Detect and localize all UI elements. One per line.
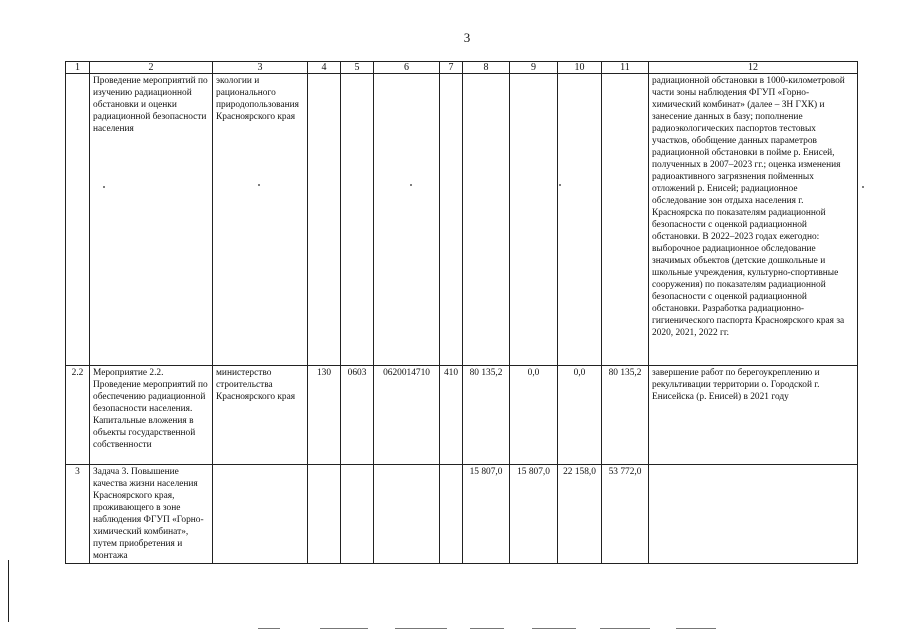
amount-cell: 15 807,0 (510, 465, 558, 564)
table-row (66, 74, 858, 366)
activity-name-cell: Мероприятие 2.2. Проведение мероприятий по обеспечению радиационной безопасности населения. Капитальные вложения в объекты государственной собственности (90, 366, 213, 465)
row-number-cell: 3 (66, 465, 90, 564)
scan-speck (862, 186, 864, 188)
scan-edge-line (600, 628, 650, 629)
total-cell (602, 74, 649, 366)
expense-type-cell (440, 74, 463, 366)
header-cell: 9 (510, 62, 558, 74)
total-cell: 53 772,0 (602, 465, 649, 564)
section-code-cell: 0603 (341, 366, 374, 465)
header-cell: 12 (649, 62, 858, 74)
row-number-cell: 2.2 (66, 366, 90, 465)
amount-cell: 22 158,0 (558, 465, 602, 564)
header-cell: 6 (374, 62, 440, 74)
table-row (66, 366, 858, 465)
activity-name-cell: Проведение мероприятий по изучению радиационной обстановки и оценки радиационной безопасности населения (90, 74, 213, 366)
grbs-code-cell (308, 465, 341, 564)
page-number: 3 (463, 30, 471, 45)
amount-cell (558, 74, 602, 366)
executor-cell: министерство строительства Красноярского края (213, 366, 308, 465)
scan-speck (258, 184, 260, 186)
expected-result-cell (649, 465, 858, 564)
scan-speck (103, 186, 105, 188)
scan-edge-line (470, 628, 504, 629)
scan-speck (559, 184, 561, 186)
amount-cell: 0,0 (558, 366, 602, 465)
executor-cell (213, 465, 308, 564)
amount-cell (510, 74, 558, 366)
header-cell: 4 (308, 62, 341, 74)
header-cell: 8 (463, 62, 510, 74)
scan-edge-line (8, 560, 9, 622)
section-code-cell (341, 465, 374, 564)
amount-cell: 0,0 (510, 366, 558, 465)
table-row (66, 465, 858, 564)
header-cell: 5 (341, 62, 374, 74)
target-article-cell: 0620014710 (374, 366, 440, 465)
amount-cell (463, 74, 510, 366)
target-article-cell (374, 74, 440, 366)
scan-edge-line (532, 628, 576, 629)
executor-cell: экологии и рационального природопользования Красноярского края (213, 74, 308, 366)
header-cell: 2 (90, 62, 213, 74)
amount-cell: 15 807,0 (463, 465, 510, 564)
header-cell: 3 (213, 62, 308, 74)
header-cell: 11 (602, 62, 649, 74)
grbs-code-cell: 130 (308, 366, 341, 465)
header-cell: 1 (66, 62, 90, 74)
expected-result-cell: завершение работ по берегоукреплению и рекультивации территории о. Городской г. Енисейска (р. Енисей) в 2021 году (649, 366, 858, 465)
expense-type-cell: 410 (440, 366, 463, 465)
budget-table (65, 61, 858, 564)
amount-cell: 80 135,2 (463, 366, 510, 465)
header-cell: 7 (440, 62, 463, 74)
expense-type-cell (440, 465, 463, 564)
scan-edge-line (320, 628, 368, 629)
expected-result-cell: радиационной обстановки в 1000-километровой части зоны наблюдения ФГУП «Горно-химический комбинат» (далее – ЗН ГХК) и занесение данных в базу; пополнение радиоэкологических паспортов тестовых участков, обобщение данных параметров радиационной обстановки в пойме р. Енисей, полученных в 2007–2023 гг.; оценка изменения радиоактивного загрязнения пойменных отложений р. Енисей; радиационное обследование зон отдыха населения г. Красноярска по показателям радиационной безопасности с оценкой радиационной обстановки. В 2022–2023 годах ежегодно: выборочное радиационное обследование значимых объектов (детские дошкольные и школьные учреждения, культурно-спортивные сооружения) по показателям радиационной безопасности с оценкой радиационной обстановки. Разработка радиационно-гигиенического паспорта Красноярского края за 2020, 2021, 2022 гг. (649, 74, 858, 366)
scan-edge-line (395, 628, 447, 629)
scan-edge-line (676, 628, 716, 629)
activity-name-cell: Задача 3. Повышение качества жизни населения Красноярского края, проживающего в зоне наблюдения ФГУП «Горно-химический комбинат», путем приобретения и монтажа (90, 465, 213, 564)
target-article-cell (374, 465, 440, 564)
section-code-cell (341, 74, 374, 366)
header-row (66, 62, 858, 74)
grbs-code-cell (308, 74, 341, 366)
header-cell: 10 (558, 62, 602, 74)
total-cell: 80 135,2 (602, 366, 649, 465)
scan-edge-line (258, 628, 280, 629)
row-number-cell (66, 74, 90, 366)
scan-speck (410, 184, 412, 186)
